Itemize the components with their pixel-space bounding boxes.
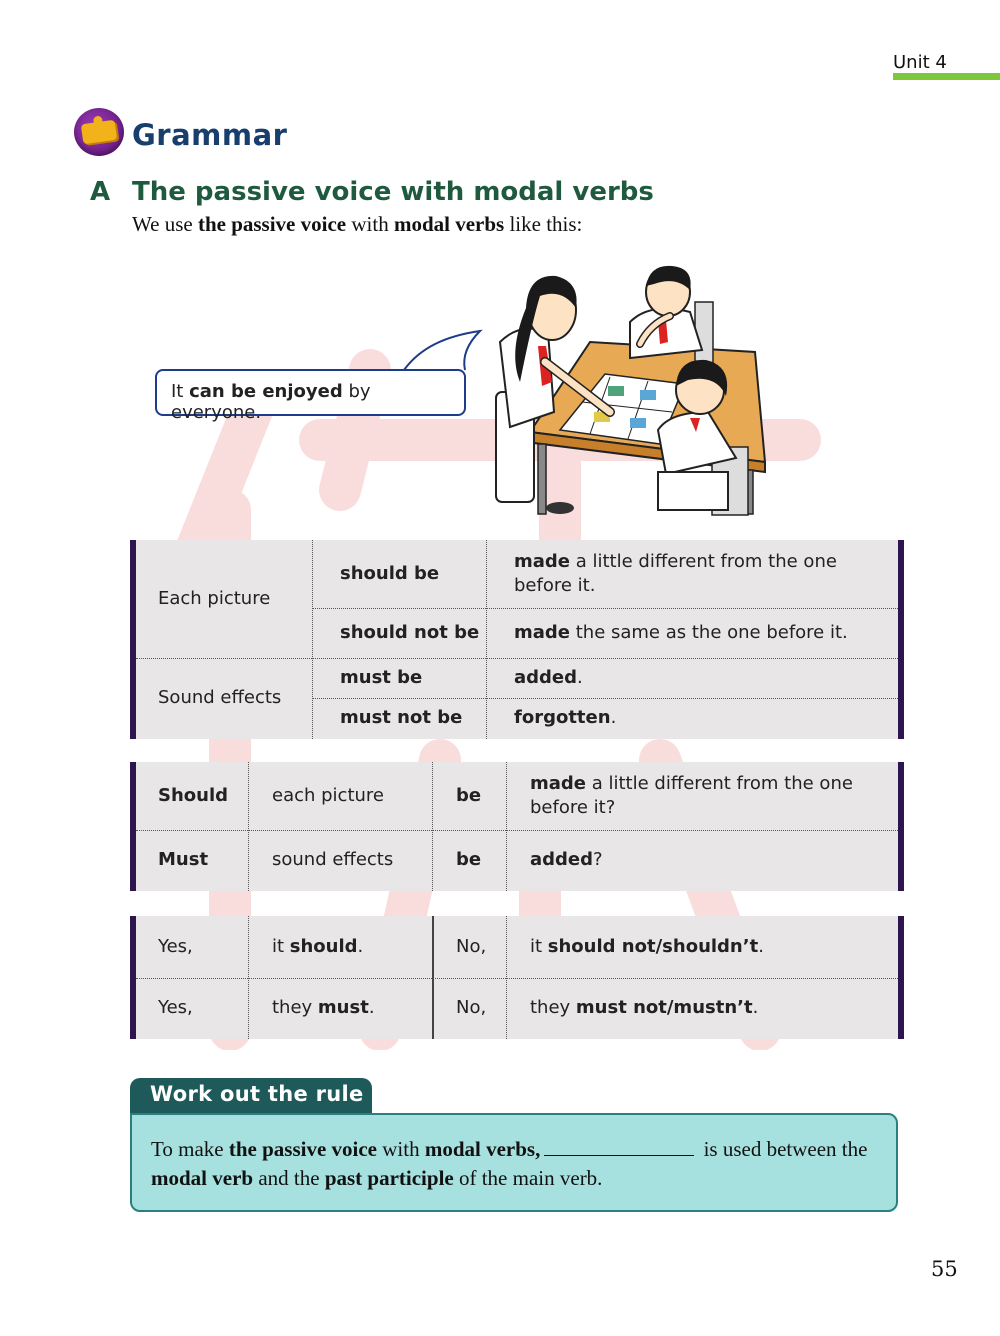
- main-verb-made-different: made a little different from the one before it.: [514, 550, 837, 596]
- row-divider: [136, 830, 898, 831]
- intro-sentence: We use the passive voice with modal verbs like this:: [132, 212, 583, 236]
- main-verb-added: added.: [514, 666, 583, 688]
- yes-answer-should: it should.: [272, 935, 364, 957]
- work-out-rule-tab: Work out the rule: [130, 1078, 372, 1118]
- column-divider: [248, 762, 249, 891]
- yes-answer-must: they must.: [272, 997, 375, 1019]
- answer-blank[interactable]: [544, 1137, 694, 1156]
- modal-passive-table: [130, 540, 904, 739]
- q-be-2: be: [456, 849, 482, 871]
- q-subject-each-picture: each picture: [272, 784, 384, 806]
- q-be-1: be: [456, 784, 482, 806]
- no-answer-should: it should not/shouldn’t.: [530, 935, 764, 957]
- grammar-heading: Grammar: [132, 118, 288, 152]
- q-subject-sound-effects: sound effects: [272, 849, 394, 871]
- no-answer-must: they must not/mustn’t.: [530, 997, 759, 1019]
- row-divider: [136, 658, 898, 659]
- column-divider: [312, 540, 313, 739]
- speech-bubble-tail: [390, 328, 485, 374]
- modal-should-be: should be: [340, 562, 440, 584]
- q-main-added: added?: [530, 849, 603, 871]
- unit-label: Unit 4: [893, 52, 947, 73]
- students-illustration: [490, 262, 770, 520]
- main-verb-made-same: made the same as the one before it.: [514, 621, 848, 643]
- row-divider: [136, 978, 898, 979]
- modal-must-be: must be: [340, 666, 423, 688]
- page-number: 55: [931, 1257, 958, 1281]
- subject-sound-effects: Sound effects: [158, 687, 282, 709]
- unit-accent-bar: [893, 73, 1000, 80]
- no-label-1: No,: [456, 935, 487, 957]
- yes-label-1: Yes,: [158, 935, 193, 957]
- column-divider: [486, 540, 487, 739]
- row-divider: [312, 698, 898, 699]
- modal-should-not-be: should not be: [340, 621, 480, 643]
- column-divider: [432, 762, 433, 891]
- puzzle-icon: [74, 108, 124, 156]
- speech-bubble: It can be enjoyed by everyone.: [155, 369, 466, 416]
- row-divider: [312, 608, 898, 609]
- subject-each-picture: Each picture: [158, 587, 271, 609]
- modal-must-not-be: must not be: [340, 707, 463, 729]
- no-label-2: No,: [456, 997, 487, 1019]
- section-title: The passive voice with modal verbs: [132, 177, 654, 207]
- q-modal-should: Should: [158, 784, 229, 806]
- q-main-made: made a little different from the one before it?: [530, 772, 853, 818]
- q-modal-must: Must: [158, 849, 209, 871]
- short-answer-table: [130, 916, 904, 1039]
- work-out-rule-box: To make the passive voice with modal verbs, is used between the modal verb and the past participle of the main verb.: [130, 1113, 898, 1212]
- yes-label-2: Yes,: [158, 997, 193, 1019]
- section-letter: A: [90, 177, 111, 207]
- question-table: [130, 762, 904, 891]
- main-verb-forgotten: forgotten.: [514, 707, 617, 729]
- column-divider: [506, 762, 507, 891]
